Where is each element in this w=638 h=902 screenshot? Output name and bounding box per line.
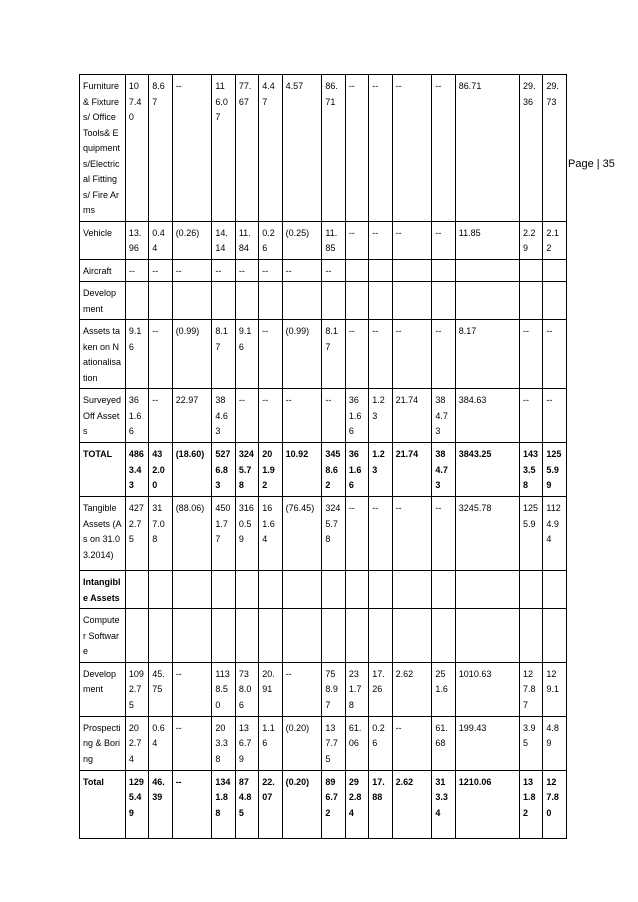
- table-cell: [519, 282, 542, 320]
- table-cell: [369, 282, 392, 320]
- table-cell: 2.12: [543, 221, 567, 259]
- table-cell: [345, 259, 368, 282]
- table-cell: 2.62: [392, 662, 432, 716]
- table-cell: (0.20): [282, 770, 322, 838]
- table-cell: --: [432, 221, 455, 259]
- table-cell: --: [369, 497, 392, 571]
- table-cell: --: [519, 320, 542, 389]
- table-cell: [322, 609, 345, 663]
- table-cell: 9.16: [125, 320, 148, 389]
- table-cell: --: [432, 75, 455, 222]
- table-cell: --: [432, 497, 455, 571]
- table-cell: [543, 282, 567, 320]
- table-cell: 22.97: [172, 389, 212, 443]
- table-cell: 361.66: [125, 389, 148, 443]
- table-cell: --: [259, 259, 282, 282]
- row-label: Assets taken on Nationalisation: [80, 320, 126, 389]
- table-cell: [519, 609, 542, 663]
- table-cell: 116.07: [212, 75, 235, 222]
- table-cell: 738.06: [235, 662, 258, 716]
- table-cell: 131.82: [519, 770, 542, 838]
- table-cell: [172, 571, 212, 609]
- table-cell: 14.14: [212, 221, 235, 259]
- table-cell: 4.89: [543, 716, 567, 770]
- table-cell: 361.66: [345, 443, 368, 497]
- table-cell: 61.06: [345, 716, 368, 770]
- table-cell: 4272.75: [125, 497, 148, 571]
- table-cell: 202.74: [125, 716, 148, 770]
- table-cell: 161.64: [259, 497, 282, 571]
- table-cell: 1341.88: [212, 770, 235, 838]
- table-row-development: [80, 282, 567, 320]
- table-cell: 4.57: [282, 75, 322, 222]
- table-row-computer-software: [80, 609, 567, 663]
- table-cell: (0.25): [282, 221, 322, 259]
- table-cell: 11.85: [322, 221, 345, 259]
- table-cell: --: [345, 497, 368, 571]
- table-cell: [345, 609, 368, 663]
- table-cell: [432, 259, 455, 282]
- row-label: Aircraft: [80, 259, 126, 282]
- table-cell: [455, 609, 519, 663]
- table-cell: 361.66: [345, 389, 368, 443]
- table-cell: [235, 571, 258, 609]
- table-cell: 203.38: [212, 716, 235, 770]
- table-cell: 86.71: [322, 75, 345, 222]
- table-row-development-2: [80, 662, 567, 716]
- table-cell: 129.1: [543, 662, 567, 716]
- table-cell: --: [369, 320, 392, 389]
- table-cell: --: [149, 259, 172, 282]
- table-cell: --: [519, 389, 542, 443]
- row-label: Development: [80, 282, 126, 320]
- table-cell: 4863.43: [125, 443, 148, 497]
- table-cell: [149, 282, 172, 320]
- table-cell: 1255.99: [543, 443, 567, 497]
- table-row-total-1: [80, 443, 567, 497]
- table-cell: 5276.83: [212, 443, 235, 497]
- table-cell: [259, 282, 282, 320]
- table-cell: 199.43: [455, 716, 519, 770]
- table-cell: [392, 609, 432, 663]
- table-cell: 384.73: [432, 389, 455, 443]
- table-cell: 77.67: [235, 75, 258, 222]
- table-row-total-2: [80, 770, 567, 838]
- table-cell: --: [282, 662, 322, 716]
- table-cell: 127.87: [519, 662, 542, 716]
- table-cell: --: [172, 770, 212, 838]
- table-cell: 0.64: [149, 716, 172, 770]
- table-cell: --: [149, 389, 172, 443]
- table-cell: (88.06): [172, 497, 212, 571]
- table-cell: 86.71: [455, 75, 519, 222]
- table-row-assets-nationalisation: [80, 320, 567, 389]
- table-cell: [543, 609, 567, 663]
- asset-schedule-table: [79, 74, 567, 839]
- table-cell: --: [369, 75, 392, 222]
- row-label: Intangible Assets: [80, 571, 126, 609]
- table-cell: --: [392, 497, 432, 571]
- table-cell: 137.75: [322, 716, 345, 770]
- table-cell: 13.96: [125, 221, 148, 259]
- table-cell: (0.99): [172, 320, 212, 389]
- table-cell: [322, 282, 345, 320]
- row-label: Computer Software: [80, 609, 126, 663]
- table-cell: --: [212, 259, 235, 282]
- table-cell: 384.63: [455, 389, 519, 443]
- table-cell: [455, 259, 519, 282]
- row-label: Development: [80, 662, 126, 716]
- table-cell: 3843.25: [455, 443, 519, 497]
- table-cell: 231.78: [345, 662, 368, 716]
- table-cell: 8.17: [455, 320, 519, 389]
- table-cell: [212, 571, 235, 609]
- table-cell: 3160.59: [235, 497, 258, 571]
- table-cell: --: [392, 320, 432, 389]
- table-cell: 3245.78: [322, 497, 345, 571]
- table-cell: [149, 609, 172, 663]
- table-cell: 1138.50: [212, 662, 235, 716]
- table-cell: 1.23: [369, 443, 392, 497]
- table-cell: --: [259, 389, 282, 443]
- table-cell: [369, 609, 392, 663]
- table-cell: --: [369, 221, 392, 259]
- table-cell: [125, 609, 148, 663]
- table-cell: 29.73: [543, 75, 567, 222]
- table-cell: 1010.63: [455, 662, 519, 716]
- table-cell: [392, 282, 432, 320]
- table-cell: --: [322, 259, 345, 282]
- table-cell: 874.85: [235, 770, 258, 838]
- table-cell: --: [345, 221, 368, 259]
- table-cell: 3.95: [519, 716, 542, 770]
- table-cell: --: [345, 320, 368, 389]
- table-cell: (0.26): [172, 221, 212, 259]
- table-cell: (18.60): [172, 443, 212, 497]
- table-cell: 317.08: [149, 497, 172, 571]
- table-cell: 17.26: [369, 662, 392, 716]
- row-label: TOTAL: [80, 443, 126, 497]
- table-cell: [369, 571, 392, 609]
- table-cell: (0.20): [282, 716, 322, 770]
- table-cell: 4501.77: [212, 497, 235, 571]
- row-label: Furniture & Fixtures/ Office Tools& Equipments/Electrical Fittings/ Fire Arms: [80, 75, 126, 222]
- table-cell: [519, 571, 542, 609]
- table-cell: 201.92: [259, 443, 282, 497]
- table-cell: 1210.06: [455, 770, 519, 838]
- table-cell: --: [322, 389, 345, 443]
- table-cell: [259, 609, 282, 663]
- table-cell: [432, 571, 455, 609]
- table-row-surveyed-off: [80, 389, 567, 443]
- table-row-vehicle: [80, 221, 567, 259]
- row-label: Prospecting & Boring: [80, 716, 126, 770]
- table-cell: [125, 571, 148, 609]
- table-cell: [235, 609, 258, 663]
- row-label: Tangible Assets (As on 31.03.2014): [80, 497, 126, 571]
- table-cell: --: [172, 75, 212, 222]
- table-cell: 127.80: [543, 770, 567, 838]
- table-cell: (0.99): [282, 320, 322, 389]
- table-cell: 251.6: [432, 662, 455, 716]
- table-cell: 22.07: [259, 770, 282, 838]
- table-row-furniture: [80, 75, 567, 222]
- table-row-aircraft: [80, 259, 567, 282]
- table-cell: [259, 571, 282, 609]
- table-cell: --: [172, 716, 212, 770]
- table-cell: 21.74: [392, 443, 432, 497]
- table-cell: 46.39: [149, 770, 172, 838]
- table-cell: --: [543, 320, 567, 389]
- table-cell: 1255.9: [519, 497, 542, 571]
- table-cell: 384.63: [212, 389, 235, 443]
- table-row-intangible-assets: [80, 571, 567, 609]
- table-row-tangible-assets: [80, 497, 567, 571]
- table-cell: [282, 282, 322, 320]
- table-cell: 11.84: [235, 221, 258, 259]
- table-cell: 2.29: [519, 221, 542, 259]
- table-cell: 3245.78: [455, 497, 519, 571]
- table-cell: [172, 282, 212, 320]
- table-cell: [455, 282, 519, 320]
- table-cell: [322, 571, 345, 609]
- table-cell: 1295.49: [125, 770, 148, 838]
- table-cell: --: [282, 389, 322, 443]
- table-cell: --: [392, 75, 432, 222]
- table-cell: [519, 259, 542, 282]
- table-cell: [149, 571, 172, 609]
- table-cell: 9.16: [235, 320, 258, 389]
- table-cell: 4.47: [259, 75, 282, 222]
- table-cell: 292.84: [345, 770, 368, 838]
- table-cell: --: [172, 259, 212, 282]
- table-row-prospecting-boring: [80, 716, 567, 770]
- table-cell: [432, 609, 455, 663]
- table-cell: 432.00: [149, 443, 172, 497]
- table-cell: 8.17: [322, 320, 345, 389]
- table-cell: [369, 259, 392, 282]
- table-cell: [212, 609, 235, 663]
- table-cell: [432, 282, 455, 320]
- table-cell: 896.72: [322, 770, 345, 838]
- table-cell: --: [235, 259, 258, 282]
- table-cell: [172, 609, 212, 663]
- table-cell: --: [432, 320, 455, 389]
- table-cell: [282, 571, 322, 609]
- table-cell: [125, 282, 148, 320]
- table-cell: [345, 571, 368, 609]
- table-cell: --: [149, 320, 172, 389]
- table-cell: --: [543, 389, 567, 443]
- table-cell: 20.91: [259, 662, 282, 716]
- row-label: Surveyed Off Assets: [80, 389, 126, 443]
- table-cell: 61.68: [432, 716, 455, 770]
- table-cell: 384.73: [432, 443, 455, 497]
- row-label: Total: [80, 770, 126, 838]
- table-cell: 0.26: [259, 221, 282, 259]
- table-cell: [455, 571, 519, 609]
- table-cell: 1.23: [369, 389, 392, 443]
- table-cell: 10.92: [282, 443, 322, 497]
- table-cell: 1124.94: [543, 497, 567, 571]
- table-cell: 29.36: [519, 75, 542, 222]
- table-cell: 45.75: [149, 662, 172, 716]
- table-cell: [345, 282, 368, 320]
- table-cell: 1433.58: [519, 443, 542, 497]
- table-cell: 17.88: [369, 770, 392, 838]
- table-cell: 8.17: [212, 320, 235, 389]
- table-cell: 3245.78: [235, 443, 258, 497]
- table-cell: [543, 571, 567, 609]
- table-cell: 1.16: [259, 716, 282, 770]
- row-label: Vehicle: [80, 221, 126, 259]
- table-cell: 21.74: [392, 389, 432, 443]
- table-cell: 758.97: [322, 662, 345, 716]
- table-cell: --: [172, 662, 212, 716]
- table-cell: 107.40: [125, 75, 148, 222]
- table-cell: --: [259, 320, 282, 389]
- table-cell: [282, 609, 322, 663]
- table-cell: 3458.62: [322, 443, 345, 497]
- table-cell: 0.44: [149, 221, 172, 259]
- table-cell: --: [392, 221, 432, 259]
- table-cell: [543, 259, 567, 282]
- table-cell: 2.62: [392, 770, 432, 838]
- table-cell: [235, 282, 258, 320]
- table-cell: 11.85: [455, 221, 519, 259]
- table-cell: --: [235, 389, 258, 443]
- table-cell: 8.67: [149, 75, 172, 222]
- page-number: Page | 35: [568, 158, 615, 170]
- table-cell: 0.26: [369, 716, 392, 770]
- table-cell: --: [345, 75, 368, 222]
- table-cell: --: [125, 259, 148, 282]
- table-cell: [212, 282, 235, 320]
- table-cell: (76.45): [282, 497, 322, 571]
- table-cell: [392, 571, 432, 609]
- table-cell: [392, 259, 432, 282]
- table-cell: --: [392, 716, 432, 770]
- table-cell: 313.34: [432, 770, 455, 838]
- table-cell: 136.79: [235, 716, 258, 770]
- table-cell: 1092.75: [125, 662, 148, 716]
- table-cell: --: [282, 259, 322, 282]
